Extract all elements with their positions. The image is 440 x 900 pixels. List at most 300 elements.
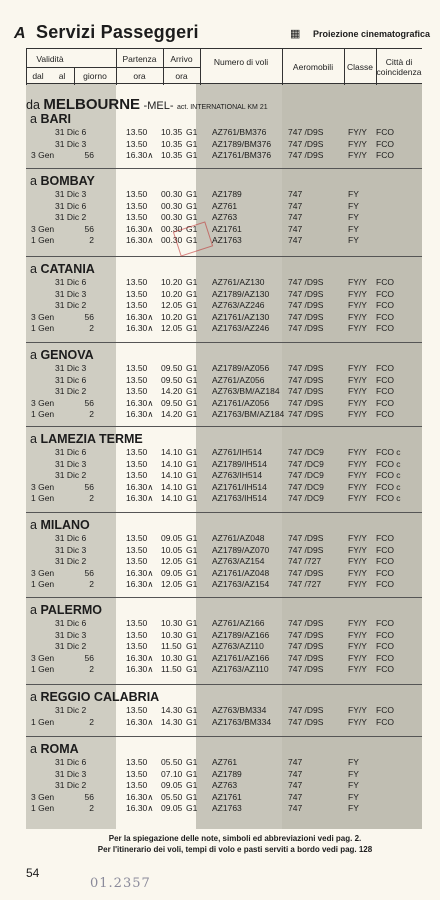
cell-giorno: 31 Dic 3	[55, 363, 87, 373]
cell-day: G1	[186, 544, 198, 555]
flight-row	[0, 664, 440, 675]
flight-row	[0, 150, 440, 161]
cell-day: G1	[186, 567, 198, 578]
cell-day: G1	[186, 323, 198, 334]
flight-row	[0, 493, 440, 504]
cell-dal: 3 Gen	[31, 397, 55, 408]
cell-fl: AZ763/AZ154	[212, 556, 265, 567]
cell-par: 13.50	[126, 363, 148, 373]
cell-arr: 09.05	[161, 803, 183, 814]
origin-heading	[26, 96, 268, 113]
cell-fl: AZ1761/AZ048	[212, 567, 270, 578]
destination-name: BARI	[40, 112, 71, 126]
destination-name: REGGIO CALABRIA	[40, 690, 160, 704]
flight-row	[0, 630, 440, 641]
col-dal: dal	[32, 71, 44, 81]
page-header	[8, 22, 436, 44]
cell-arr: 10.30	[161, 652, 183, 663]
cell-al: 56	[84, 567, 94, 578]
cell-coin: FCO c	[376, 458, 401, 469]
cell-day: G1	[186, 363, 198, 373]
destination-heading	[30, 112, 71, 126]
cell-cl: FY/Y	[348, 664, 367, 675]
cell-cl: FY/Y	[348, 652, 367, 663]
cell-par: 16.30∧	[126, 311, 154, 322]
cell-cl: FY/Y	[348, 716, 367, 727]
cell-arr: 00.30	[161, 189, 183, 199]
page-title: Servizi Passeggeri	[36, 22, 199, 42]
cell-al: 56	[84, 652, 94, 663]
flight-row	[0, 189, 440, 200]
cell-par: 13.50	[126, 705, 148, 715]
cell-day: G1	[186, 757, 198, 767]
flight-row	[0, 459, 440, 470]
cell-dal: 3 Gen	[31, 150, 55, 161]
flight-row	[0, 579, 440, 590]
cell-ac: 747 /D9S	[288, 277, 324, 287]
cell-ac: 747 /D9S	[288, 641, 324, 652]
destination-prefix: a	[30, 112, 41, 126]
flight-row	[0, 289, 440, 300]
cell-ac: 747 /D9S	[288, 716, 324, 727]
cell-giorno: 31 Dic 6	[55, 277, 87, 287]
cell-day: G1	[186, 481, 198, 492]
cell-cl: FY/Y	[348, 277, 367, 287]
cell-fl: AZ1789/AZ070	[212, 544, 270, 555]
cell-ac: 747 /DC9	[288, 470, 324, 481]
flight-row	[0, 235, 440, 246]
cell-day: G1	[186, 386, 198, 397]
cell-day: G1	[186, 277, 198, 287]
footer-line-1: Per la spiegazione delle note, simboli ed abbreviazioni vedi pag. 2.	[108, 834, 362, 843]
cell-cl: FY	[348, 803, 359, 814]
cell-cl: FY/Y	[348, 618, 367, 628]
cell-coin: FCO	[376, 150, 394, 161]
cell-fl: AZ761	[212, 757, 238, 767]
cell-day: G1	[186, 458, 198, 469]
cell-cl: FY/Y	[348, 127, 367, 137]
col-classe: Classe	[347, 62, 373, 72]
cell-dal: 3 Gen	[31, 791, 55, 802]
destination-heading	[30, 174, 95, 188]
cell-ac: 747	[288, 791, 303, 802]
cell-arr: 00.30	[161, 235, 183, 246]
cell-ac: 747 /D9S	[288, 127, 324, 137]
cell-ac: 747 /D9S	[288, 629, 324, 640]
cell-giorno: 31 Dic 2	[55, 641, 87, 652]
cell-cl: FY	[348, 791, 359, 802]
cell-cl: FY/Y	[348, 397, 367, 408]
flight-row	[0, 212, 440, 223]
cell-par: 13.50	[126, 200, 148, 211]
film-icon: ▦	[290, 28, 301, 40]
col-ora-arrivo: ora	[175, 71, 188, 81]
handwritten-note: 01.2357	[90, 876, 151, 891]
cell-dal: 1 Gen	[31, 235, 55, 246]
cell-cl: FY/Y	[348, 641, 367, 652]
cell-par: 13.50	[126, 127, 148, 137]
cell-giorno: 31 Dic 2	[55, 470, 87, 481]
cell-ac: 747 /D9S	[288, 567, 324, 578]
cell-par: 13.50	[126, 556, 148, 567]
cell-al: 2	[89, 323, 94, 334]
cell-fl: AZ1763	[212, 235, 242, 246]
col-giorno: giorno	[83, 71, 107, 81]
cell-giorno: 31 Dic 3	[55, 629, 87, 640]
flight-row	[0, 533, 440, 544]
flight-row	[0, 717, 440, 728]
cell-par: 13.50	[126, 189, 148, 199]
flight-row	[0, 556, 440, 567]
cell-arr: 05.50	[161, 791, 183, 802]
cell-al: 56	[84, 791, 94, 802]
cell-fl: AZ1761/IH514	[212, 481, 267, 492]
cell-arr: 09.50	[161, 363, 183, 373]
origin-airport: act. INTERNATIONAL KM 21	[176, 104, 268, 111]
cell-cl: FY	[348, 212, 359, 223]
destination-name: LAMEZIA TERME	[40, 432, 143, 446]
cell-day: G1	[186, 447, 198, 457]
cell-arr: 12.05	[161, 323, 183, 334]
cell-dal: 1 Gen	[31, 409, 55, 420]
cell-par: 16.30∧	[126, 579, 154, 590]
cell-par: 13.50	[126, 458, 148, 469]
cell-par: 13.50	[126, 212, 148, 223]
cell-ac: 747 /DC9	[288, 481, 324, 492]
destination-prefix: a	[30, 348, 41, 362]
cell-coin: FCO	[376, 277, 394, 287]
cell-par: 16.30∧	[126, 409, 154, 420]
flight-row	[0, 482, 440, 493]
cell-day: G1	[186, 705, 198, 715]
cell-par: 13.50	[126, 544, 148, 555]
cell-day: G1	[186, 641, 198, 652]
cell-cl: FY	[348, 189, 359, 199]
cell-fl: AZ1761	[212, 791, 242, 802]
cell-al: 56	[84, 481, 94, 492]
cell-cl: FY	[348, 235, 359, 246]
flight-row	[0, 803, 440, 814]
cell-arr: 10.35	[161, 127, 183, 137]
destination-heading	[30, 348, 94, 362]
cell-par: 16.30∧	[126, 803, 154, 814]
cell-giorno: 31 Dic 3	[55, 768, 87, 779]
destination-prefix: a	[30, 690, 41, 704]
cell-arr: 00.30	[161, 223, 183, 234]
cell-al: 56	[84, 150, 94, 161]
cell-day: G1	[186, 664, 198, 675]
cell-day: G1	[186, 533, 198, 543]
cell-coin: FCO	[376, 300, 394, 311]
cell-par: 13.50	[126, 757, 148, 767]
cell-par: 16.30∧	[126, 397, 154, 408]
flight-row	[0, 641, 440, 652]
cell-day: G1	[186, 791, 198, 802]
cell-ac: 747 /D9S	[288, 652, 324, 663]
cell-fl: AZ763	[212, 212, 238, 223]
cell-fl: AZ763/BM/AZ184	[212, 386, 280, 397]
cell-coin: FCO	[376, 652, 394, 663]
cell-par: 16.30∧	[126, 716, 154, 727]
cell-ac: 747 /D9S	[288, 533, 324, 543]
col-numero-voli: Numero di voli	[213, 57, 269, 67]
cell-par: 13.50	[126, 447, 148, 457]
destination-prefix: a	[30, 174, 41, 188]
destination-name: ROMA	[40, 742, 79, 756]
cell-cl: FY	[348, 223, 359, 234]
cell-coin: FCO	[376, 138, 394, 149]
col-validita: Validità	[36, 54, 64, 64]
cell-day: G1	[186, 470, 198, 481]
cell-cl: FY/Y	[348, 533, 367, 543]
cell-ac: 747 /D9S	[288, 138, 324, 149]
cell-giorno: 31 Dic 2	[55, 386, 87, 397]
flight-row	[0, 705, 440, 716]
cell-fl: AZ763	[212, 780, 238, 791]
cell-par: 16.30∧	[126, 150, 154, 161]
cell-day: G1	[186, 138, 198, 149]
cell-al: 2	[89, 716, 94, 727]
cell-al: 2	[89, 409, 94, 420]
cell-giorno: 31 Dic 6	[55, 200, 87, 211]
cell-dal: 3 Gen	[31, 481, 55, 492]
cell-fl: AZ1763/BM/AZ184	[212, 409, 285, 420]
cell-day: G1	[186, 652, 198, 663]
flight-row	[0, 323, 440, 334]
cell-arr: 11.50	[161, 664, 182, 675]
cell-coin: FCO c	[376, 481, 401, 492]
cell-ac: 747 /DC9	[288, 458, 324, 469]
cell-fl: AZ1763/AZ110	[212, 664, 269, 675]
cell-cl: FY/Y	[348, 481, 367, 492]
cell-giorno: 31 Dic 3	[55, 458, 87, 469]
cell-arr: 07.10	[161, 768, 183, 779]
cell-arr: 14.20	[161, 386, 183, 397]
cell-par: 13.50	[126, 386, 148, 397]
cell-cl: FY	[348, 200, 359, 211]
cell-fl: AZ761/IH514	[212, 447, 263, 457]
cell-par: 16.30∧	[126, 235, 154, 246]
cell-par: 16.30∧	[126, 791, 154, 802]
flight-row	[0, 653, 440, 664]
origin-prefix: da	[26, 98, 40, 112]
section-divider	[26, 736, 422, 737]
cell-arr: 10.35	[161, 150, 183, 161]
col-arrivo: Arrivo	[170, 54, 193, 64]
cell-arr: 14.30	[161, 716, 183, 727]
cell-coin: FCO	[376, 533, 394, 543]
cell-coin: FCO	[376, 664, 394, 675]
col-citta-coincidenza: Città di coincidenza	[376, 57, 422, 77]
cell-coin: FCO	[376, 641, 394, 652]
cell-cl: FY	[348, 757, 359, 767]
cell-arr: 10.05	[161, 544, 183, 555]
destination-heading	[30, 262, 95, 276]
cell-fl: AZ761/AZ166	[212, 618, 265, 628]
cell-fl: AZ1789/IH514	[212, 458, 267, 469]
cell-arr: 10.30	[161, 629, 183, 640]
cell-fl: AZ1763/AZ246	[212, 323, 270, 334]
cell-par: 16.30∧	[126, 664, 154, 675]
cell-coin: FCO c	[376, 470, 401, 481]
cell-day: G1	[186, 127, 198, 137]
cell-giorno: 31 Dic 3	[55, 138, 87, 149]
cell-al: 2	[89, 803, 94, 814]
cell-day: G1	[186, 189, 198, 199]
destination-heading	[30, 518, 90, 532]
cell-al: 2	[89, 493, 94, 504]
destination-prefix: a	[30, 432, 41, 446]
flight-row	[0, 386, 440, 397]
cell-day: G1	[186, 150, 198, 161]
cell-day: G1	[186, 493, 198, 504]
cell-giorno: 31 Dic 6	[55, 618, 87, 628]
cell-day: G1	[186, 300, 198, 311]
cell-par: 13.50	[126, 288, 148, 299]
cell-fl: AZ1789/BM376	[212, 138, 272, 149]
cell-fl: AZ1763/IH514	[212, 493, 267, 504]
cell-day: G1	[186, 374, 198, 385]
cell-fl: AZ1761/AZ166	[212, 652, 270, 663]
cell-ac: 747 /D9S	[288, 300, 324, 311]
footer-notes	[60, 833, 410, 855]
cell-giorno: 31 Dic 3	[55, 189, 87, 199]
cell-coin: FCO	[376, 618, 394, 628]
flight-row	[0, 792, 440, 803]
cell-ac: 747	[288, 200, 303, 211]
cell-cl: FY/Y	[348, 288, 367, 299]
flight-row	[0, 398, 440, 409]
cell-dal: 1 Gen	[31, 493, 55, 504]
cell-giorno: 31 Dic 2	[55, 780, 87, 791]
col-al: al	[58, 71, 66, 81]
cell-day: G1	[186, 409, 198, 420]
cell-cl: FY/Y	[348, 323, 367, 334]
flight-row	[0, 277, 440, 288]
cell-fl: AZ763/BM334	[212, 705, 267, 715]
cell-day: G1	[186, 780, 198, 791]
cell-arr: 05.50	[161, 757, 183, 767]
cell-ac: 747 /D9S	[288, 323, 324, 334]
flight-row	[0, 312, 440, 323]
cell-coin: FCO	[376, 556, 394, 567]
cell-ac: 747 /D9S	[288, 288, 324, 299]
cell-fl: AZ1761	[212, 223, 242, 234]
destination-name: BOMBAY	[40, 174, 95, 188]
cell-arr: 14.10	[161, 458, 183, 469]
cell-day: G1	[186, 223, 198, 234]
page-number: 54	[26, 866, 40, 880]
cell-ac: 747 /D9S	[288, 311, 324, 322]
cell-dal: 3 Gen	[31, 567, 55, 578]
cell-fl: AZ1763	[212, 803, 242, 814]
cell-coin: FCO	[376, 127, 394, 137]
cell-ac: 747 /DC9	[288, 447, 324, 457]
flight-row	[0, 568, 440, 579]
flight-row	[0, 757, 440, 768]
cell-coin: FCO	[376, 409, 394, 420]
cell-fl: AZ761/AZ056	[212, 374, 265, 385]
cell-ac: 747	[288, 757, 303, 767]
cell-par: 16.30∧	[126, 493, 154, 504]
cell-cl: FY/Y	[348, 556, 367, 567]
cell-cl: FY/Y	[348, 409, 367, 420]
cell-arr: 14.30	[161, 705, 183, 715]
cell-fl: AZ1789/AZ130	[212, 288, 270, 299]
cell-ac: 747 /D9S	[288, 409, 324, 420]
cell-par: 16.30∧	[126, 481, 154, 492]
cell-cl: FY	[348, 780, 359, 791]
cell-coin: FCO	[376, 567, 394, 578]
cell-arr: 10.20	[161, 277, 183, 287]
cell-dal: 1 Gen	[31, 579, 55, 590]
cell-arr: 12.05	[161, 579, 183, 590]
cell-giorno: 31 Dic 2	[55, 556, 87, 567]
flight-row	[0, 139, 440, 150]
cell-cl: FY/Y	[348, 579, 367, 590]
cell-ac: 747 /727	[288, 579, 322, 590]
cell-cl: FY/Y	[348, 374, 367, 385]
cell-day: G1	[186, 556, 198, 567]
cell-par: 13.50	[126, 138, 148, 149]
cell-coin: FCO	[376, 311, 394, 322]
cell-par: 13.50	[126, 629, 148, 640]
cell-par: 13.50	[126, 641, 148, 652]
cell-cl: FY/Y	[348, 138, 367, 149]
cell-al: 2	[89, 664, 94, 675]
flight-row	[0, 470, 440, 481]
cell-al: 2	[89, 579, 94, 590]
cell-cl: FY/Y	[348, 447, 367, 457]
cell-dal: 1 Gen	[31, 323, 55, 334]
cell-ac: 747 /727	[288, 556, 322, 567]
cell-dal: 3 Gen	[31, 652, 55, 663]
cell-fl: AZ1789	[212, 189, 242, 199]
cell-fl: AZ761/BM376	[212, 127, 267, 137]
cell-arr: 10.30	[161, 618, 183, 628]
cell-giorno: 31 Dic 6	[55, 757, 87, 767]
destination-heading	[30, 690, 159, 704]
cell-ac: 747 /D9S	[288, 664, 324, 675]
destination-name: CATANIA	[40, 262, 95, 276]
cell-par: 13.50	[126, 374, 148, 385]
cell-arr: 14.10	[161, 493, 183, 504]
cell-arr: 10.35	[161, 138, 183, 149]
cell-ac: 747 /D9S	[288, 618, 324, 628]
cell-arr: 00.30	[161, 200, 183, 211]
origin-code: -MEL-	[143, 100, 174, 112]
cell-ac: 747 /D9S	[288, 705, 324, 715]
cell-fl: AZ1763/BM334	[212, 716, 272, 727]
cell-coin: FCO	[376, 579, 394, 590]
cell-coin: FCO c	[376, 493, 401, 504]
cell-ac: 747	[288, 189, 303, 199]
cell-giorno: 31 Dic 2	[55, 300, 87, 311]
cell-arr: 12.05	[161, 300, 183, 311]
cell-fl: AZ763/IH514	[212, 470, 263, 481]
cell-cl: FY/Y	[348, 150, 367, 161]
cell-dal: 3 Gen	[31, 311, 55, 322]
cell-fl: AZ1761/BM376	[212, 150, 272, 161]
cell-giorno: 31 Dic 6	[55, 127, 87, 137]
cell-par: 13.50	[126, 618, 148, 628]
col-aeromobili: Aeromobili	[292, 62, 334, 72]
flight-row	[0, 447, 440, 458]
cell-arr: 10.20	[161, 288, 183, 299]
section-divider	[26, 426, 422, 427]
cell-fl: AZ1761/AZ056	[212, 397, 270, 408]
cell-al: 56	[84, 223, 94, 234]
